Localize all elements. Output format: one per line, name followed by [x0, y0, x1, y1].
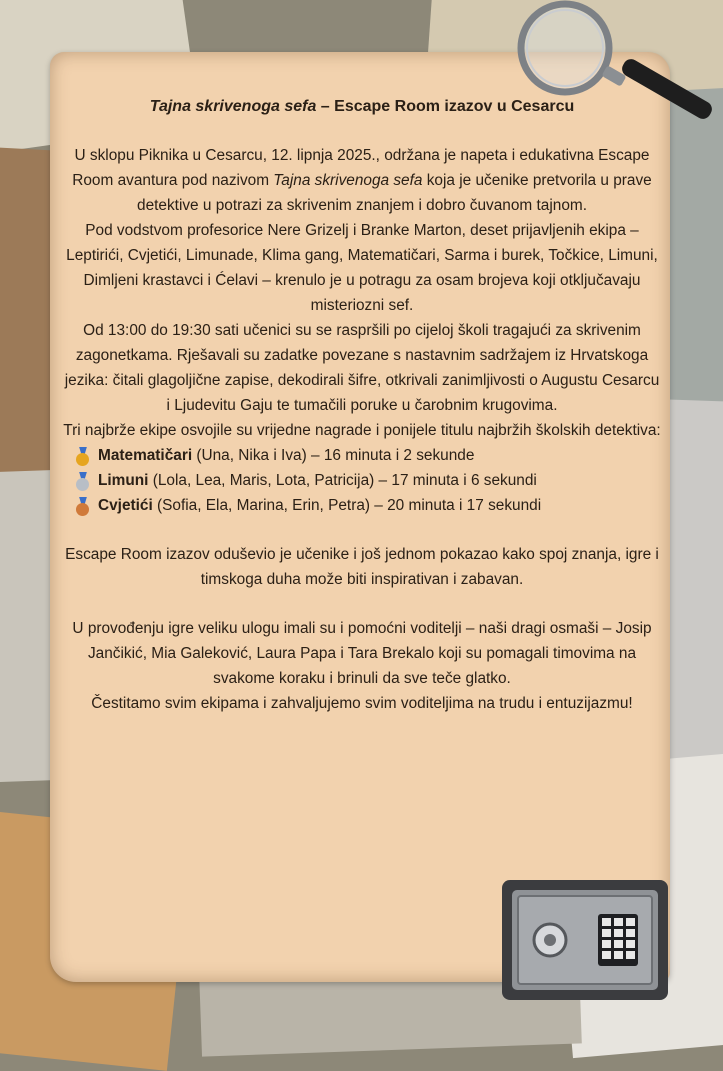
paragraph-teams: Pod vodstvom profesorice Nere Grizelj i Branke Marton, deset prijavljenih ekipa – Leptirići, Cvjetići, Limunade, Klima gang, Matematičari, Sarma i burek, Točkice, Limuni, Dimljeni krastavci i Ćelavi – krenulo je u potragu za osam brojeva koji otključavaju misteriozni sef. [66, 222, 658, 314]
winner-details: (Lola, Lea, Maris, Lota, Patricija) – 17 minuta i 6 sekundi [148, 472, 537, 489]
paragraph-italic: Tajna skrivenoga sefa [273, 172, 423, 189]
winner-team: Cvjetići [98, 497, 153, 514]
paragraph-helpers: U provođenju igre veliku ulogu imali su i pomoćni voditelji – naši dragi osmaši – Josip Jančikić, Mia Galeković, Laura Papa i Tara Brekalo koji su pomagali timovima na svakome koraku i brinuli da sve teče glatko. [72, 620, 652, 687]
paragraph-congrats: Čestitamo svim ekipama i zahvaljujemo svim voditeljima na trudu i entuzijazmu! [91, 695, 633, 712]
paragraph-winners-intro: Tri najbrže ekipe osvojile su vrijedne nagrade i ponijele titulu najbržih školskih detektiva: [63, 422, 661, 439]
thanks-section [62, 616, 662, 716]
winner-details: (Una, Nika i Iva) – 16 minuta i 2 sekunde [192, 447, 475, 464]
paragraph-impression: Escape Room izazov oduševio je učenike i još jednom pokazao kako spoj znanja, igre i timskoga duha može biti inspirativan i zabavan. [65, 546, 659, 588]
winner-team: Limuni [98, 472, 149, 489]
paragraph-text: U sklopu Piknika u Cesarcu, 12. lipnja 2025., održana je napeta i edukativna Escape Room avantura pod nazivom [72, 147, 650, 189]
list-item [76, 443, 662, 468]
safe-icon [500, 878, 670, 1002]
winner-details: (Sofia, Ela, Marina, Erin, Petra) – 20 minuta i 17 sekundi [152, 497, 542, 514]
list-item [76, 468, 662, 493]
bronze-medal-icon [76, 497, 90, 515]
paragraph-intro [62, 143, 662, 218]
article-title [62, 94, 662, 119]
paragraph-text: koja je učenike pretvorila u prave detektive u potrazi za skrivenim znanjem i dobro čuvanom tajnom. [137, 172, 652, 214]
winners-list [62, 443, 662, 518]
title-italic: Tajna skrivenoga sefa [149, 98, 317, 115]
article-content [62, 94, 662, 716]
winner-team: Matematičari [98, 447, 193, 464]
intro-section [62, 143, 662, 443]
list-item [76, 493, 662, 518]
title-rest: – Escape Room izazov u Cesarcu [316, 98, 575, 115]
paragraph-activity: Od 13:00 do 19:30 sati učenici su se raspršili po cijeloj školi tragajući za skrivenim zagonetkama. Rješavali su zadatke povezane s nastavnim sadržajem iz Hrvatskoga jezika: čitali glagoljične zapise, dekodirali šifre, otkrivali zanimljivosti o Augustu Cesarcu i Ljudevitu Gaju te tumačili poruke u čarobnim krugovima. [64, 322, 660, 414]
silver-medal-icon [76, 472, 90, 490]
gold-medal-icon [76, 447, 90, 465]
conclusion-section [62, 542, 662, 592]
